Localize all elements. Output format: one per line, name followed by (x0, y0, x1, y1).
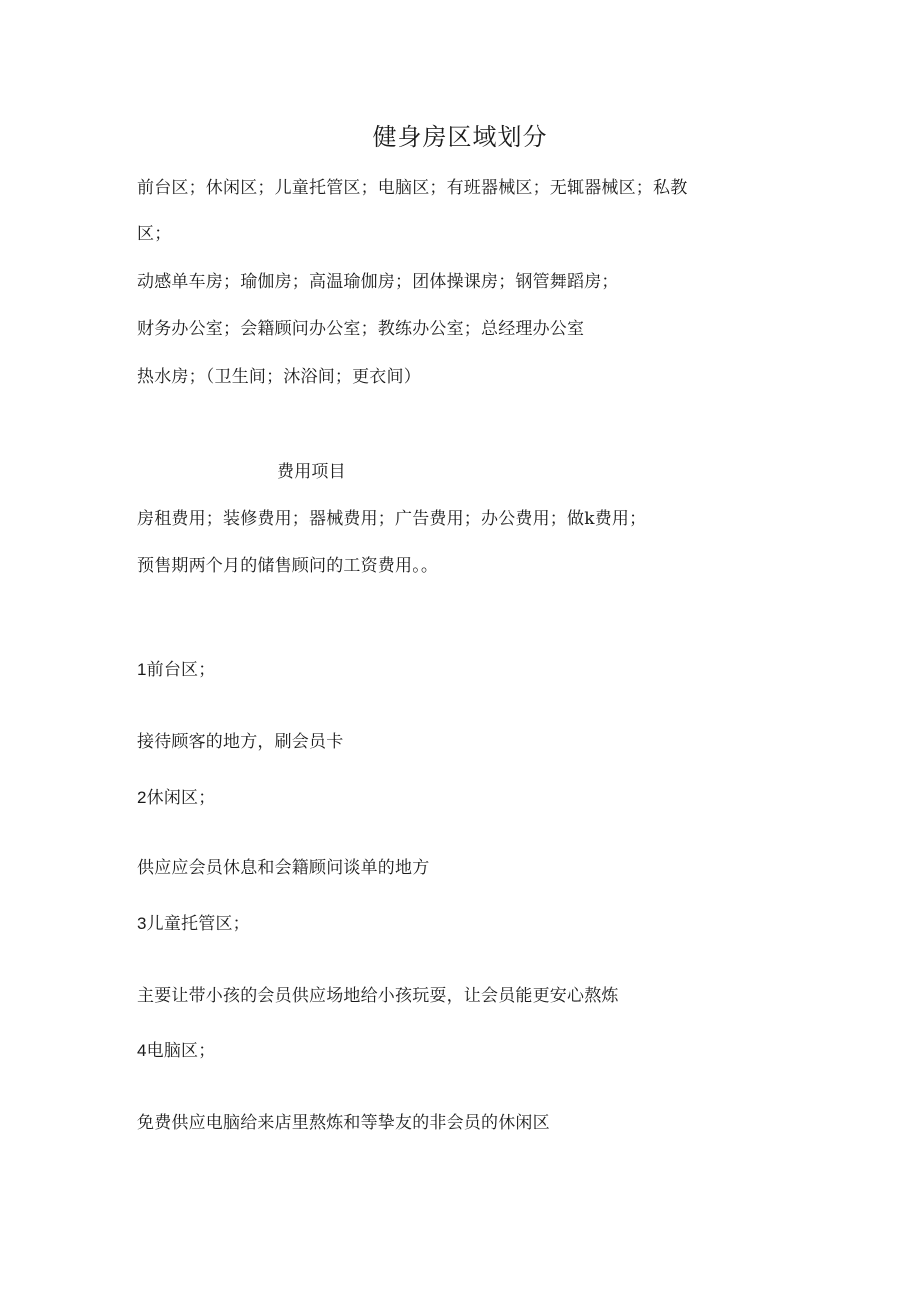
section-number: 2 (137, 788, 147, 807)
section-heading-3 (137, 914, 250, 934)
section-heading-1 (137, 660, 215, 680)
section-title: 休闲区； (146, 788, 216, 808)
section-description-2: 供应应会员休息和会籍顾问谈单的地方 (137, 858, 430, 878)
section-number: 3 (137, 914, 147, 933)
zones-line-4: 热水房；（卫生间；沐浴间；更衣间） (137, 367, 421, 387)
section-title: 前台区； (146, 660, 216, 680)
zones-line-1-continued: 区； (137, 224, 172, 244)
section-number: 1 (137, 660, 147, 679)
section-heading-4 (137, 1041, 215, 1061)
zones-line-3: 财务办公室；会籍顾问办公室；教练办公室；总经理办公室 (137, 319, 585, 339)
costs-line-2: 预售期两个月的储售顾问的工资费用。。 (137, 556, 439, 576)
section-number: 4 (137, 1041, 147, 1060)
section-description-4: 免费供应电脑给来店里熬炼和等挚友的非会员的休闲区 (137, 1113, 550, 1133)
section-description-1: 接待顾客的地方，刷会员卡 (137, 732, 344, 752)
zones-line-1: 前台区；休闲区；儿童托管区；电脑区；有班器械区；无辄器械区；私教 (137, 178, 688, 198)
section-title: 电脑区； (146, 1041, 216, 1061)
document-title: 健身房区域划分 (372, 123, 548, 151)
zones-line-2: 动感单车房；瑜伽房；高温瑜伽房；团体操课房；钢管舞蹈房； (137, 272, 619, 292)
costs-heading: 费用项目 (277, 462, 346, 482)
section-heading-2 (137, 788, 215, 808)
section-description-3: 主要让带小孩的会员供应场地给小孩玩耍，让会员能更安心熬炼 (137, 986, 619, 1006)
costs-line-1: 房租费用；装修费用；器械费用；广告费用；办公费用；做k费用； (137, 509, 647, 529)
section-title: 儿童托管区； (146, 914, 250, 934)
